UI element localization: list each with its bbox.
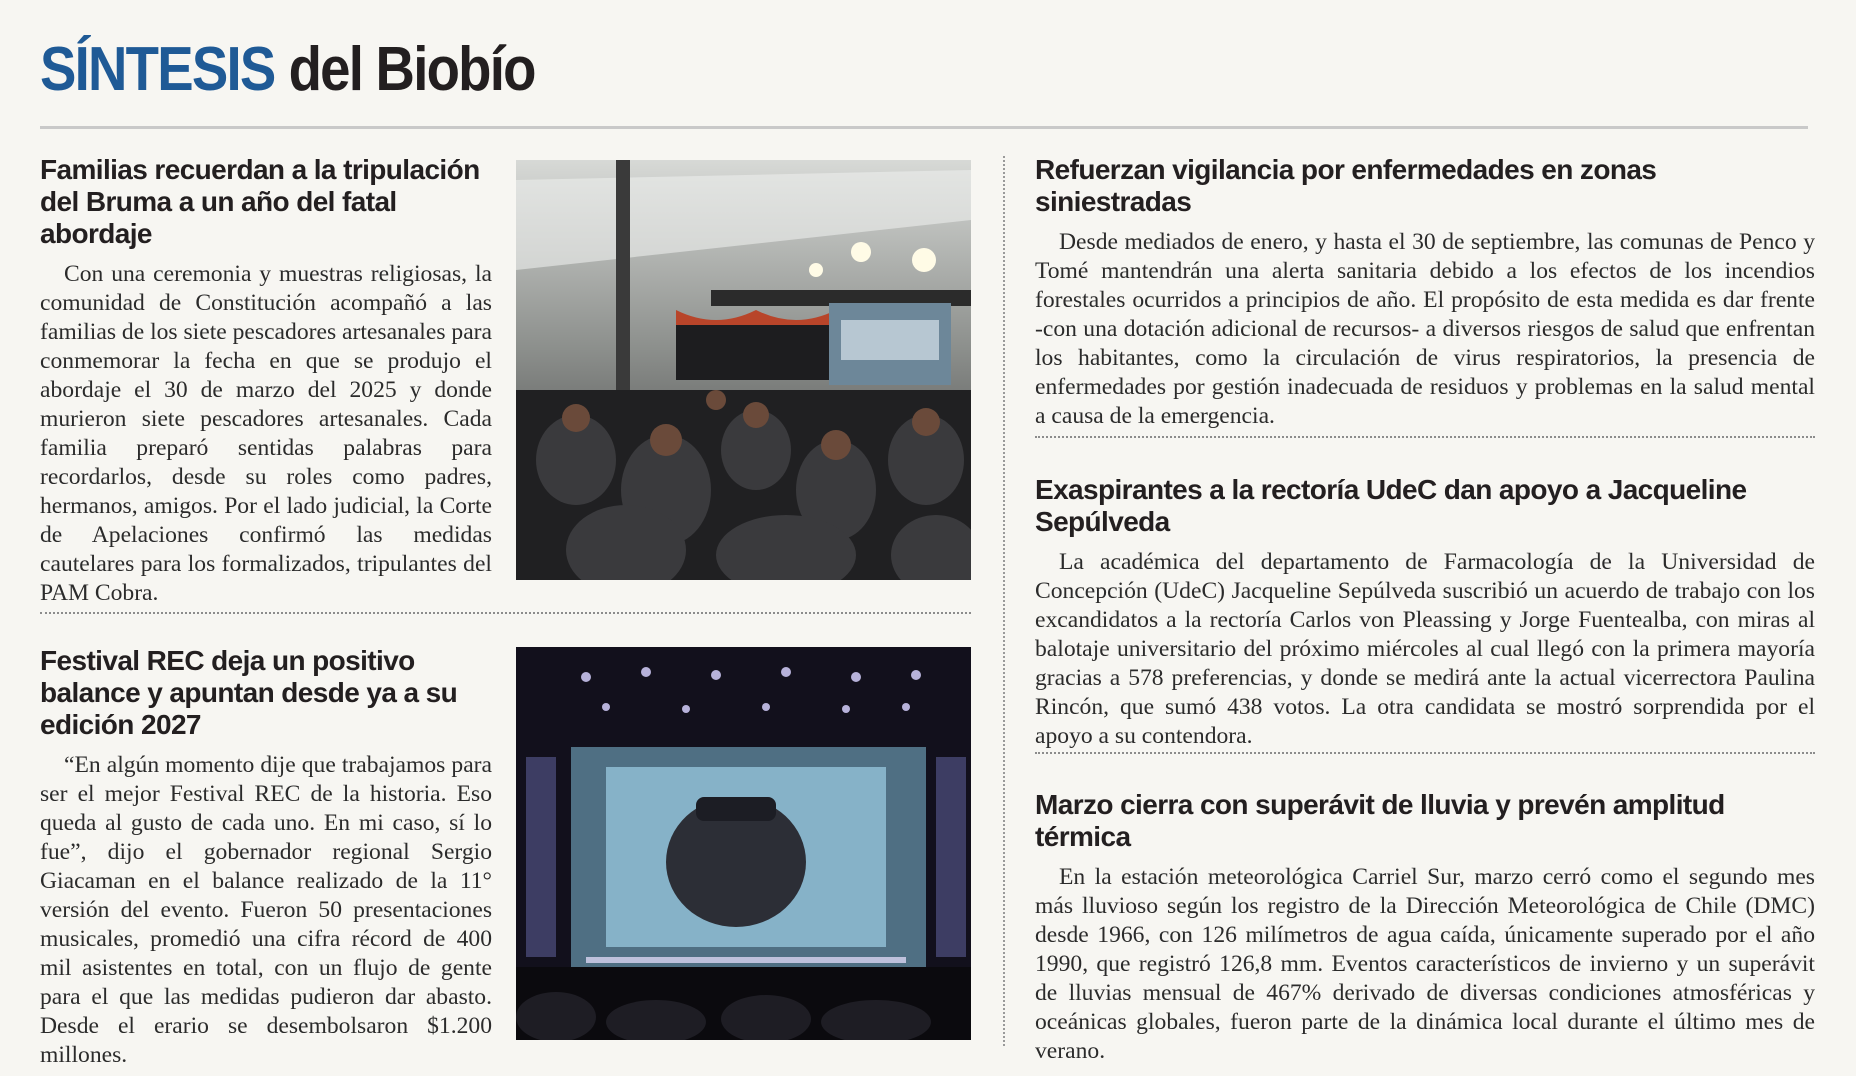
headline: Festival REC deja un positivo balance y apuntan desde ya a su edición 2027 bbox=[40, 645, 458, 740]
masthead-kicker: SÍNTESIS bbox=[40, 35, 275, 104]
story-bruma bbox=[40, 154, 492, 608]
article-body: “En algún momento dije que trabajamos para ser el mejor Festival REC de la historia. Eso queda al gusto de cada uno. En mi caso, sí lo fue”, dijo el gobernador regional Sergio Giacaman en el balance realizado de la 11° versión del evento. Fueron 50 presentaciones musicales, promedió una cifra récord de 400 mil asistentes en total, con un flujo de gente para el que las medidas pudieron dar abasto. Desde el erario se desembolsaron $1.200 millones. bbox=[40, 752, 492, 1068]
masthead-title: del Biobío bbox=[288, 35, 535, 104]
headline: Exaspirantes a la rectoría UdeC dan apoyo a Jacqueline Sepúlveda bbox=[1035, 474, 1747, 537]
article-body: Con una ceremonia y muestras religiosas, la comunidad de Constitución acompañó a las familias de los siete pescadores artesanales para conmemorar la fecha en que se produjo el abordaje el 30 de marzo del 2025 y donde murieron siete pescadores artesanales. Cada familia preparó sentidas palabras para recordarlos, desde su roles como padres, hermanos, amigos. Por el lado judicial, la Corte de Apelaciones confirmó las medidas cautelares para los formalizados, tripulantes del PAM Cobra. bbox=[40, 261, 493, 606]
article-body: En la estación meteorológica Carriel Sur, marzo cerró como el segundo mes más lluvioso según los registro de la Dirección Meteorológica de Chile (DMC) desde 1966, con 126 milímetros de agua caída, únicamente superado por el año 1990, que registró 126,8 mm. Eventos característicos de invierno y un superávit de lluvias mensual de 467% derivado de diversas condiciones atmosféricas y oceánicas globales, fueron parte de la dinámica local durante el último mes de verano. bbox=[1035, 864, 1815, 1064]
headline: Refuerzan vigilancia por enfermedades en zonas siniestradas bbox=[1035, 154, 1657, 217]
article-body: Desde mediados de enero, y hasta el 30 de septiembre, las comunas de Penco y Tomé mantendrán una alerta sanitaria debido a los efectos de los incendios forestales ocurridos a principios de año. El propósito de esta medida es dar frente -con una dotación adicional de recursos- a diversos riesgos de salud que enfrentan los habitantes, como la circulación de virus respiratorios, la presencia de enfermedades por gestión inadecuada de residuos y problemas en la salud mental a causa de la emergencia. bbox=[1035, 229, 1815, 429]
headline: Familias recuerdan a la tripulación del Bruma a un año del fatal abordaje bbox=[40, 154, 480, 249]
story-vigilancia bbox=[1035, 154, 1815, 431]
ceremony-tent-photo bbox=[516, 160, 971, 580]
story-udec bbox=[1035, 474, 1815, 751]
story-divider bbox=[40, 612, 971, 614]
story-divider bbox=[1035, 752, 1815, 754]
story-festival-rec bbox=[40, 645, 492, 1070]
top-rule bbox=[40, 126, 1808, 129]
article-body: La académica del departamento de Farmacología de la Universidad de Concepción (UdeC) Jacqueline Sepúlveda suscribió un acuerdo de trabajo con los excandidatos a la rectoría Carlos von Pleassing y Jorge Fuentealba, con miras al balotaje universitario del próximo miércoles al cual llegó con la primera mayoría gracias a 578 preferencias, y donde se medirá ante la actual vicerrectora Paulina Rincón, que sumó 438 votos. La otra candidata se mostró sorprendida por el apoyo a su contendora. bbox=[1035, 549, 1815, 749]
headline: Marzo cierra con superávit de lluvia y prevén amplitud térmica bbox=[1035, 789, 1725, 852]
story-lluvia bbox=[1035, 789, 1815, 1066]
concert-stage-photo bbox=[516, 647, 971, 1040]
column-divider bbox=[1003, 156, 1005, 1046]
masthead bbox=[40, 34, 535, 114]
story-divider bbox=[1035, 436, 1815, 438]
